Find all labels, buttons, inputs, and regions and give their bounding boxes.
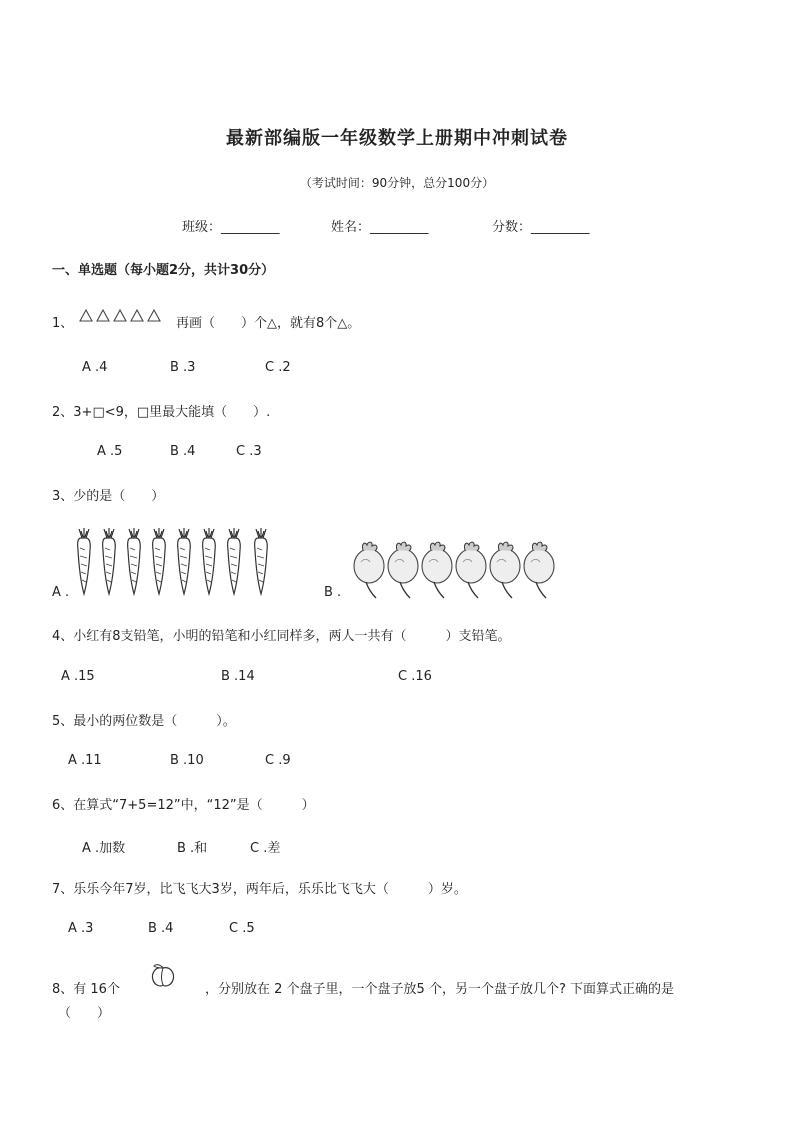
- question-number: 8、: [52, 982, 74, 997]
- q2-option-c[interactable]: C .3: [236, 444, 262, 459]
- radishes-image: [350, 540, 562, 602]
- name-field: 姓名：_________: [331, 220, 429, 235]
- q2-option-a[interactable]: A .5: [97, 444, 123, 459]
- q1-option-a[interactable]: A .4: [82, 360, 108, 375]
- q6-option-a[interactable]: A .加数: [82, 841, 126, 856]
- q3-option-b[interactable]: B .: [324, 585, 342, 600]
- question-number: 3、: [52, 489, 74, 504]
- q7-option-c[interactable]: C .5: [229, 921, 255, 936]
- q4-option-b[interactable]: B .14: [221, 669, 255, 684]
- q6-option-b[interactable]: B .和: [177, 841, 208, 856]
- question-text: 在算式“7+5=12”中，“12”是（ ）: [73, 798, 315, 813]
- score-field: 分数：_________: [492, 220, 590, 235]
- question-6: [52, 794, 315, 813]
- q1-option-b[interactable]: B .3: [170, 360, 196, 375]
- question-number: 5、: [52, 714, 74, 729]
- carrots-image: [76, 528, 276, 598]
- q7-option-a[interactable]: A .3: [68, 921, 94, 936]
- question-number: 6、: [52, 798, 74, 813]
- question-8: [52, 978, 120, 997]
- q5-option-b[interactable]: B .10: [170, 753, 204, 768]
- q1-option-c[interactable]: C .2: [265, 360, 291, 375]
- exam-subtitle: （考试时间：90分钟，总分100分）: [299, 176, 495, 190]
- question-text: 乐乐今年7岁，比飞飞大3岁，两年后，乐乐比飞飞大（ ）岁。: [73, 882, 467, 897]
- question-text: 少的是（ ）: [73, 489, 165, 504]
- triangles-icon: [76, 305, 162, 327]
- question-1-text: 再画（ ）个△，就有8个△。: [176, 316, 361, 331]
- question-2: [52, 401, 270, 420]
- q2-option-b[interactable]: B .4: [170, 444, 196, 459]
- question-text: 小红有8支铅笔，小明的铅笔和小红同样多，两人一共有（ ）支铅笔。: [73, 629, 511, 644]
- question-number: 2、: [52, 405, 74, 420]
- question-5: [52, 710, 236, 729]
- question-8-text: ，分别放在 2 个盘子里，一个盘子放5 个，另一个盘子放几个? 下面算式正确的是: [205, 982, 674, 997]
- q4-option-c[interactable]: C .16: [398, 669, 432, 684]
- q4-option-a[interactable]: A .15: [61, 669, 95, 684]
- q3-option-a[interactable]: A .: [52, 585, 70, 600]
- section-heading: 一、单选题（每小题2分，共计30分）: [52, 263, 275, 278]
- question-text: 最小的两位数是（ ）。: [73, 714, 236, 729]
- peach-icon: [148, 962, 178, 990]
- question-4: [52, 625, 511, 644]
- question-3: [52, 485, 164, 504]
- q7-option-b[interactable]: B .4: [148, 921, 174, 936]
- question-number: 4、: [52, 629, 74, 644]
- class-field: 班级：_________: [182, 220, 280, 235]
- question-number: 7、: [52, 882, 74, 897]
- q6-option-c[interactable]: C .差: [250, 841, 281, 856]
- q5-option-a[interactable]: A .11: [68, 753, 102, 768]
- q5-option-c[interactable]: C .9: [265, 753, 291, 768]
- question-7: [52, 878, 467, 897]
- question-text: 有 16个: [73, 982, 120, 997]
- question-number: 1、: [52, 316, 74, 331]
- exam-title: 最新部编版一年级数学上册期中冲刺试卷: [226, 128, 568, 149]
- question-8-answer-blank: （ ）: [58, 1006, 111, 1021]
- question-text: 3+□<9，□里最大能填（ ）.: [73, 405, 271, 420]
- question-1: [52, 312, 73, 331]
